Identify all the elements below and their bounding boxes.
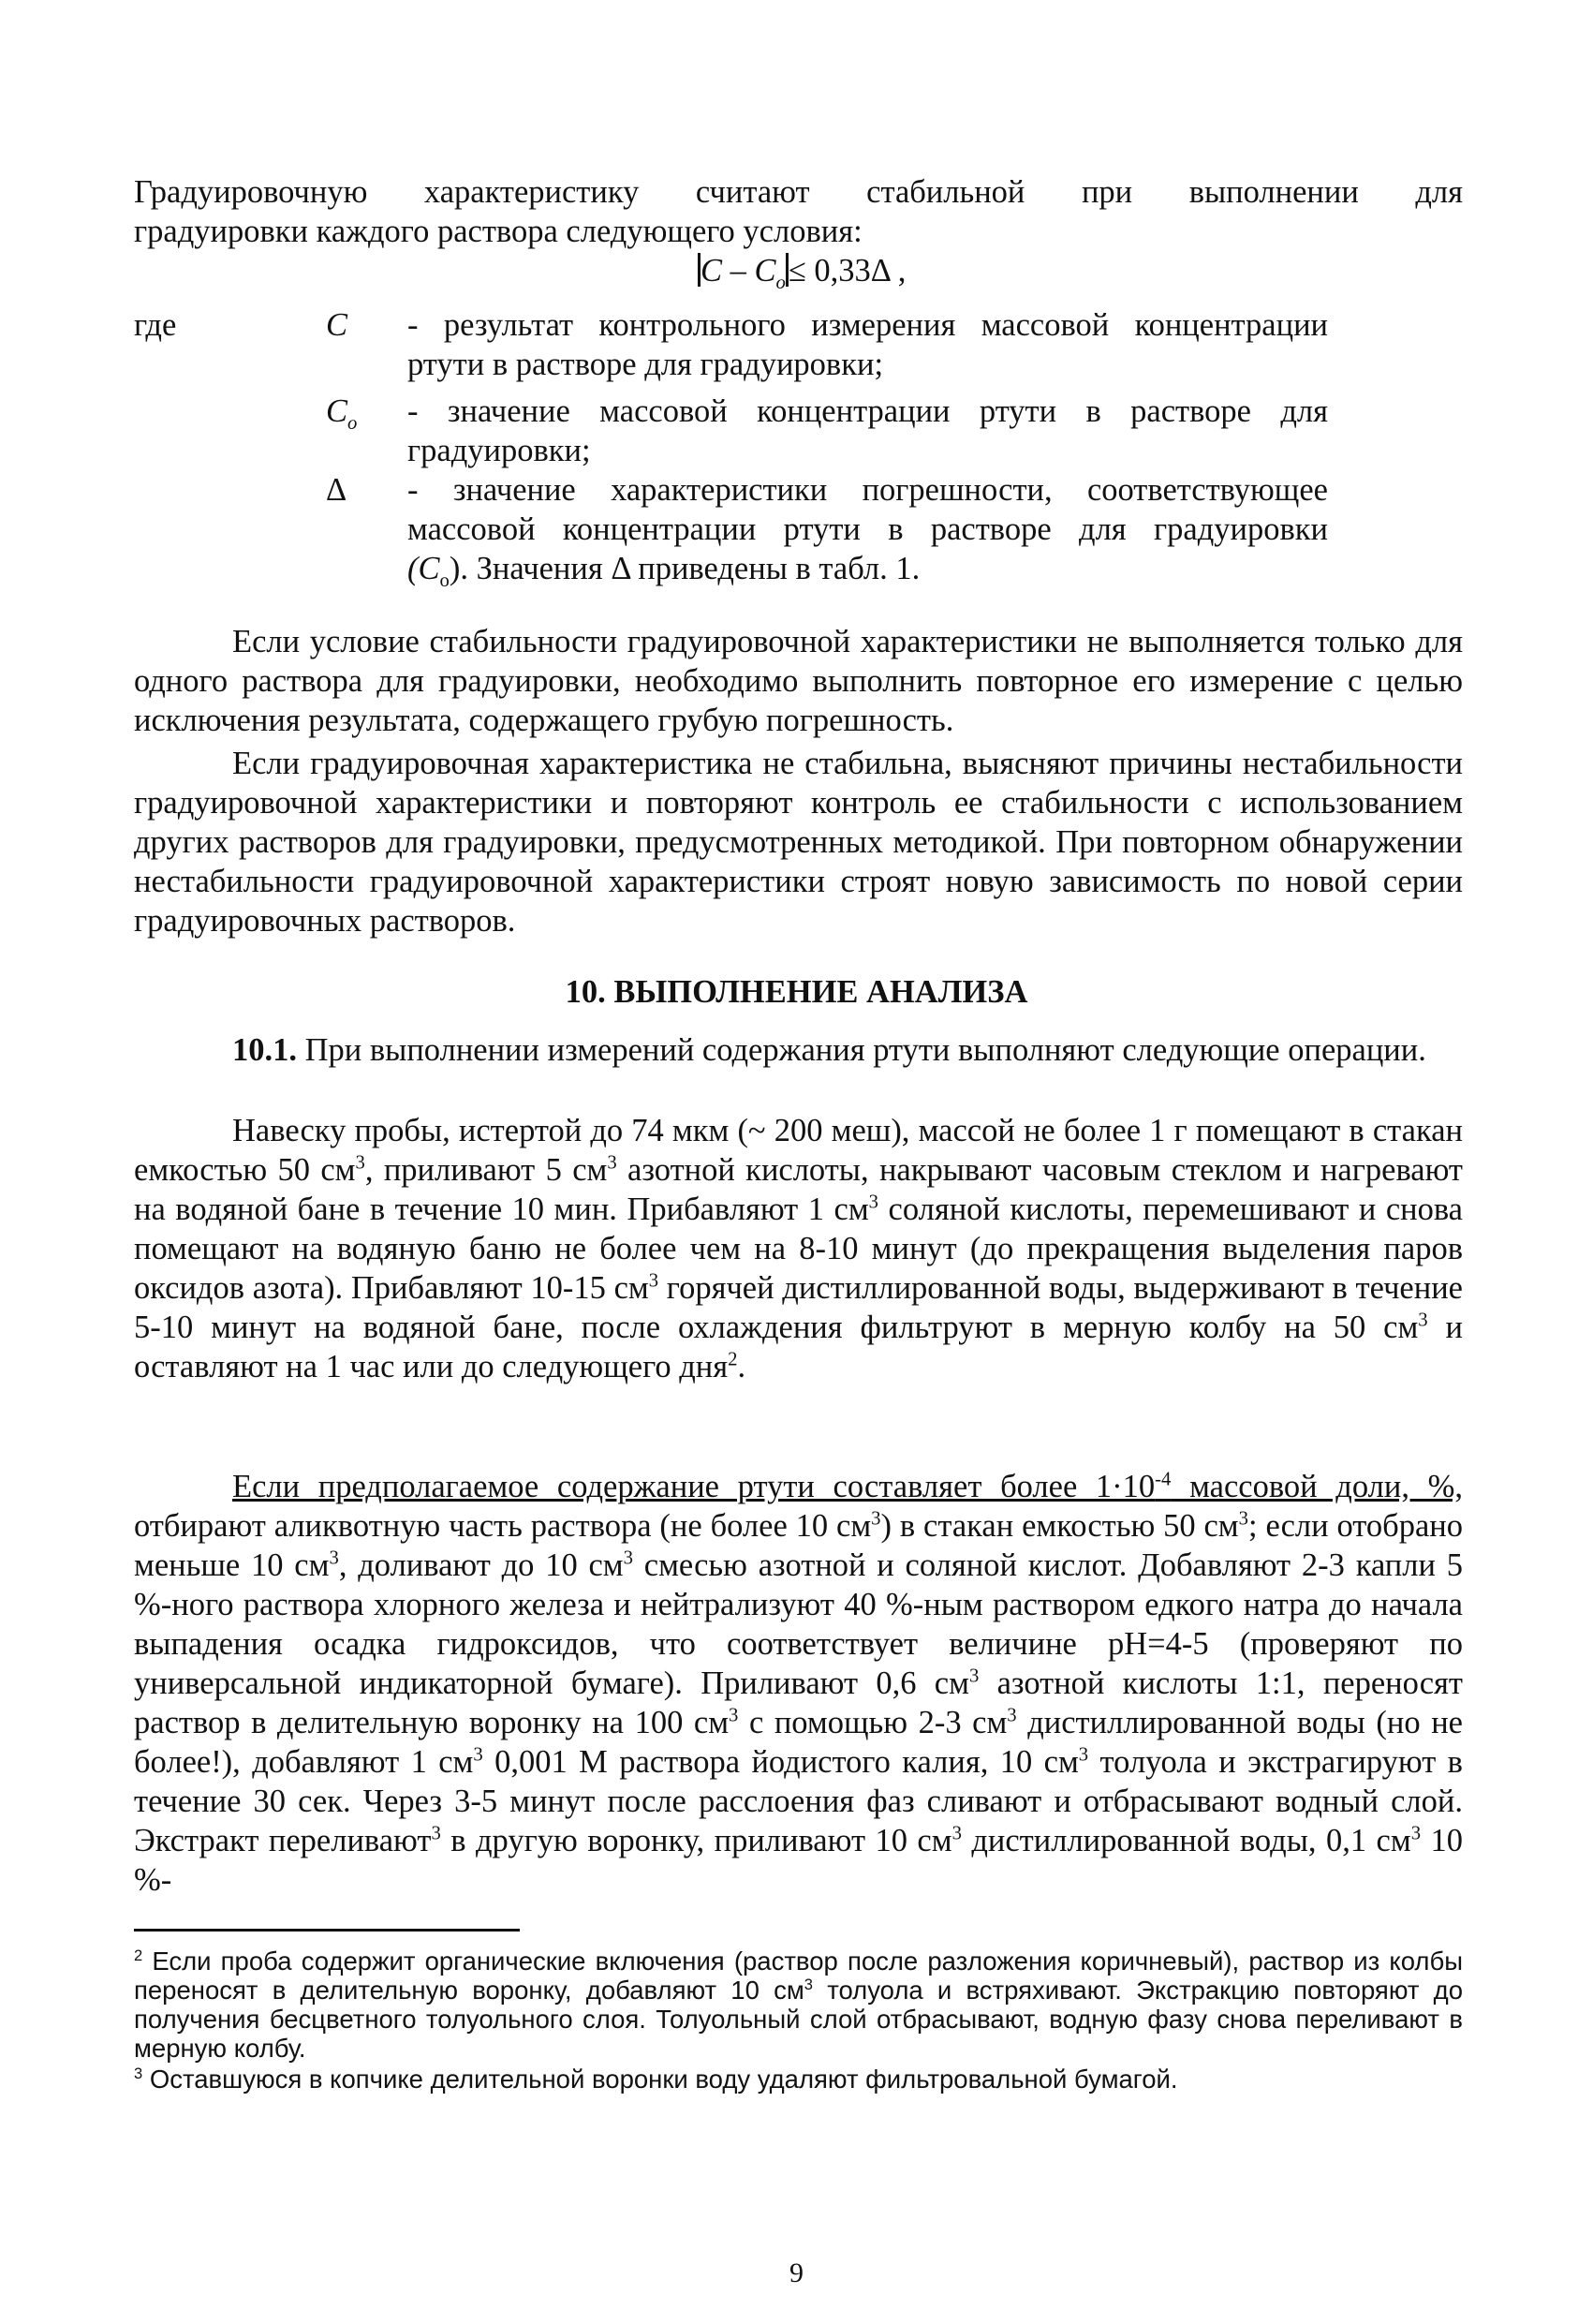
formula-left: C – C — [701, 253, 776, 289]
sup-3: 3 — [968, 1665, 980, 1687]
page-number: 9 — [789, 2257, 804, 2288]
def-co-line2: градуировки; — [407, 433, 591, 468]
sup-3: 3 — [1410, 1823, 1422, 1844]
where-label: где — [134, 307, 177, 343]
sup-3: 3 — [868, 1192, 878, 1213]
footnote-3-text: Оставшуюся в копчике делительной воронки воду удаляют фильтровальной бумагой. — [142, 2065, 1178, 2094]
sample-end: . — [737, 1349, 746, 1384]
para-10-1 — [134, 1030, 1463, 1070]
definition-delta-text — [407, 470, 1328, 591]
footnote-ref-3: 3 — [431, 1823, 441, 1844]
extract-d: , доливают до 10 см — [338, 1547, 624, 1583]
para-unstable-one: Если условие стабильности градуировочной характеристики не выполняется только для одного раствора для градуировки, необходимо выполнить повторное его измерение с целью исключения результата, содержащего грубую погрешность. — [134, 624, 1463, 738]
symbol-co-sub: o — [347, 412, 358, 434]
sup-3: 3 — [951, 1823, 962, 1844]
extract-underlined-a: Если предполагаемое содержание ртути составляет более 1·10 — [232, 1469, 1156, 1504]
para-sample-prep — [134, 1111, 1463, 1386]
definition-co — [134, 392, 1463, 470]
definition-c-text — [407, 305, 1328, 384]
sup-3: 3 — [729, 1705, 739, 1726]
formula-right: ≤ 0,33Δ , — [788, 253, 907, 289]
def-c-line2: ртути в растворе для градуировки; — [407, 347, 884, 382]
sup-3: 3 — [871, 1508, 881, 1530]
section-heading: 10. ВЫПОЛНЕНИЕ АНАЛИЗА — [565, 974, 1028, 1010]
formula-sub: o — [775, 272, 786, 293]
extract-a: отбирают аликвотную часть раствора (не более 10 см — [134, 1508, 872, 1544]
sup-3: 3 — [473, 1744, 483, 1766]
extract-underlined — [232, 1469, 1463, 1504]
symbol-c: C — [326, 307, 348, 343]
extract-m: 10 %- — [134, 1823, 1463, 1898]
extract-h: дистиллированной воды (но не более!), добавляют 1 см — [134, 1705, 1463, 1780]
sample-d: соляной кислоты, перемешивают и снова помещают на водяную баню не более чем на 8-10 минут (до прекращения выделения паров оксидов азота). Прибавляют 10-15 см — [134, 1192, 1463, 1306]
definition-co-text — [407, 392, 1328, 470]
footnote-separator — [134, 1929, 520, 1932]
sample-c: азотной кислоты, накрывают часовым стеклом и нагревают на водяной бане в течение 10 мин. Прибавляют 1 см — [134, 1152, 1464, 1227]
sample-a: Навеску пробы, истертой до 74 мкм (~ 200 меш), массой не более 1 г помещают в стакан емкостью 50 см — [134, 1113, 1463, 1188]
para-extraction — [134, 1467, 1463, 1900]
sup-3: 3 — [648, 1270, 659, 1292]
sup-3: 3 — [1078, 1744, 1089, 1766]
def-delta-line3 — [407, 549, 1328, 591]
para-unstable: Если градуировочная характеристика не стабильна, выясняют причины нестабильности градуировочной характеристики и повторяют контроль ее стабильности с использованием других растворов для градуировки, предусмотренных методикой. При повторном обнаружении нестабильности градуировочной характеристики строят новую зависимость по новой серии градуировочных растворов. — [134, 746, 1463, 939]
def-co-line1: - значение массовой концентрации ртути в растворе для — [407, 393, 1328, 429]
sup-3: 3 — [623, 1547, 633, 1569]
sup-3: 3 — [607, 1152, 617, 1174]
intro-line-2: градуировки каждого раствора следующего условия: — [134, 214, 863, 249]
extract-f: азотной кислоты 1:1, переносят раствор в делительную воронку на 100 см — [134, 1665, 1463, 1740]
def-c-line1: - результат контрольного измерения массовой концентрации — [407, 307, 1328, 343]
extract-j: толуола и экстрагируют в течение 30 сек. Через 3-5 минут после расслоения фаз сливают и отбрасывают водный слой. Экстракт переливают — [134, 1744, 1463, 1858]
sample-e: горячей дистиллированной воды, выдерживают в течение 5-10 минут на водяной бане, после охлаждения фильтруют в мерную колбу на 50 см — [134, 1270, 1463, 1345]
sup-3: 3 — [329, 1547, 339, 1569]
footnote-ref-2: 2 — [728, 1349, 738, 1370]
symbol-delta: Δ — [326, 472, 347, 508]
def-delta-line3-pre: (C — [407, 551, 440, 586]
footnote-2-b: толуола и встряхивают. Экстракцию повторяют до получения бесцветного толуольного слоя. Толуольный слой отбрасывают, водную фазу снова переливают в мерную колбу. — [134, 1976, 1463, 2063]
def-delta-line3-sub: o — [439, 570, 450, 591]
para-10-1-number: 10.1. — [232, 1032, 297, 1068]
footnote-2 — [134, 1947, 1463, 2063]
footnote-3-mark: 3 — [134, 2065, 143, 2082]
def-delta-line1: - значение характеристики погрешности, соответствующее — [407, 472, 1328, 508]
extract-exp: -4 — [1155, 1469, 1172, 1490]
extract-e: смесью азотной и соляной кислот. Добавляют 2-3 капли 5 %-ного раствора хлорного железа и нейтрализуют 40 %-ным раствором едкого натра до начала выпадения осадка гидроксидов, что соответствует величине pH=4-5 (проверяют по универсальной индикаторной бумаге). Приливают 0,6 см — [134, 1547, 1463, 1701]
extract-i: 0,001 М раствора йодистого калия, 10 см — [482, 1744, 1079, 1780]
stability-formula — [698, 251, 907, 293]
extract-g: с помощью 2-3 см — [738, 1705, 1008, 1740]
extract-b: ) в стакан емкостью 50 см — [880, 1508, 1239, 1544]
sup-3: 3 — [355, 1152, 365, 1174]
extract-c: ; если отобрано меньше 10 см — [134, 1508, 1463, 1583]
sup-3: 3 — [1418, 1310, 1428, 1331]
symbol-co-main: C — [326, 393, 348, 429]
sup-3: 3 — [1007, 1705, 1017, 1726]
sample-b: , приливают 5 см — [364, 1152, 608, 1188]
para-10-1-text: При выполнении измерений содержания ртути выполняют следующие операции. — [297, 1032, 1426, 1068]
def-delta-line3-post: ). Значения Δ приведены в табл. 1. — [449, 551, 921, 586]
sample-f: и оставляют на 1 час или до следующего дня — [134, 1310, 1463, 1384]
footnote-2-mark: 2 — [134, 1947, 143, 1964]
symbol-co — [326, 392, 358, 434]
footnote-3 — [134, 2065, 1463, 2094]
footnote-2-a: Если проба содержит органические включения (раствор после разложения коричневый), раствор из колбы переносят в делительную воронку, добавляют 10 см — [134, 1947, 1463, 2005]
sup-3: 3 — [1238, 1508, 1248, 1530]
extract-underlined-b: массовой доли, %, — [1171, 1469, 1463, 1504]
sup-3: 3 — [804, 1976, 813, 1993]
definition-delta — [134, 470, 1463, 591]
def-delta-line2: массовой концентрации ртути в растворе для градуировки — [407, 511, 1328, 547]
definition-c — [134, 305, 1463, 384]
extract-l: дистиллированной воды, 0,1 см — [961, 1823, 1411, 1858]
intro-line-1: Градуировочную характеристику считают стабильной при выполнении для — [134, 174, 1463, 210]
extract-k: в другую воронку, приливают 10 см — [440, 1823, 952, 1858]
